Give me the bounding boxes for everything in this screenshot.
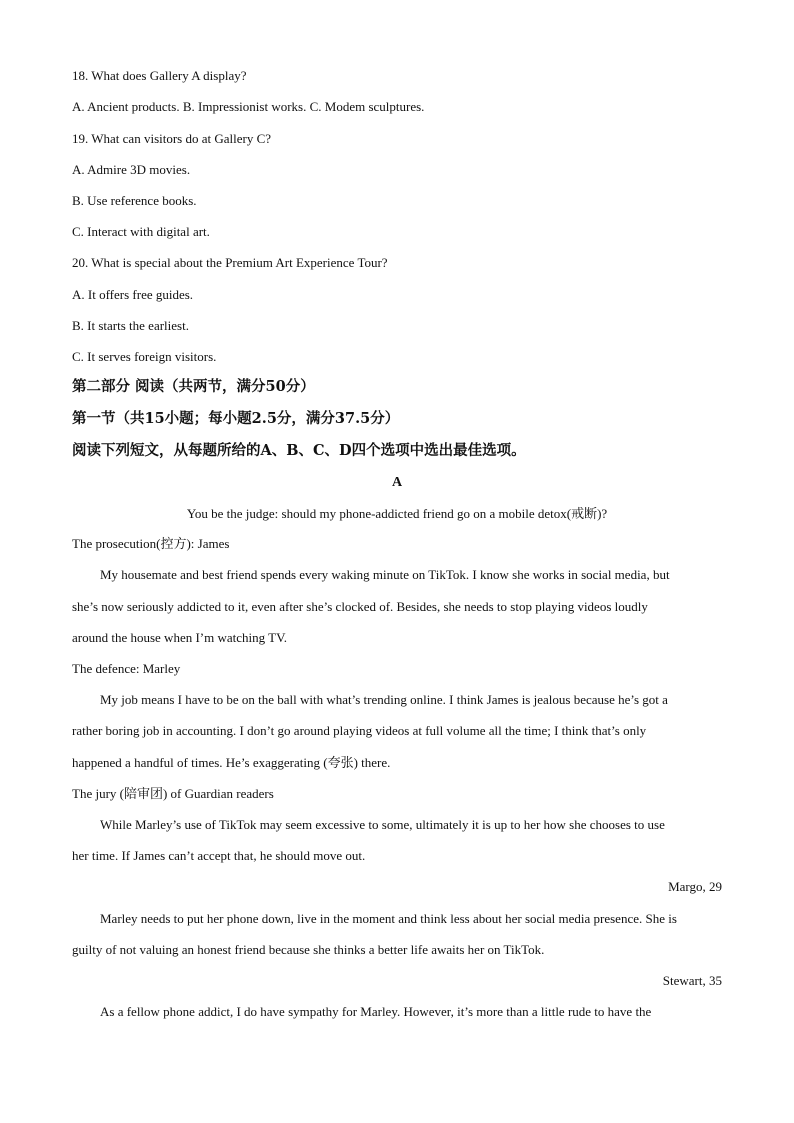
prosecution-line-1: My housemate and best friend spends every waking minute on TikTok. I know she works in social media, but bbox=[100, 567, 670, 582]
prosecution-label: The prosecution(控方): James bbox=[72, 536, 230, 551]
question-20-option-c: C. It serves foreign visitors. bbox=[72, 349, 217, 364]
question-20: 20. What is special about the Premium Art Experience Tour? bbox=[72, 255, 388, 270]
question-19-option-c: C. Interact with digital art. bbox=[72, 224, 210, 239]
defence-line-1: My job means I have to be on the ball with what’s trending online. I think James is jealous because he’s got a bbox=[100, 692, 668, 707]
jury-opinion-1-signature: Margo, 29 bbox=[668, 879, 722, 894]
jury-opinion-2-line-1: Marley needs to put her phone down, live in the moment and think less about her social media presence. She is bbox=[100, 911, 677, 926]
question-19: 19. What can visitors do at Gallery C? bbox=[72, 131, 272, 146]
prosecution-line-3: around the house when I’m watching TV. bbox=[72, 630, 288, 645]
jury-opinion-3-line-1: As a fellow phone addict, I do have sympathy for Marley. However, it’s more than a little rude to have the bbox=[100, 1004, 652, 1019]
section-instruction: 阅读下列短文，从每题所给的A、B、C、D四个选项中选出最佳选项。 bbox=[72, 442, 526, 459]
jury-opinion-1-line-2: her time. If James can’t accept that, he should move out. bbox=[72, 848, 366, 863]
section-part2-heading: 第二部分 阅读（共两节，满分50分） bbox=[72, 378, 315, 395]
question-19-option-a: A. Admire 3D movies. bbox=[72, 162, 191, 177]
defence-line-3: happened a handful of times. He’s exaggerating (夸张) there. bbox=[72, 755, 391, 770]
question-19-option-b: B. Use reference books. bbox=[72, 193, 197, 208]
passage-letter: A bbox=[391, 475, 403, 490]
question-18: 18. What does Gallery A display? bbox=[72, 68, 247, 83]
jury-opinion-1-line-1: While Marley’s use of TikTok may seem excessive to some, ultimately it is up to her how she chooses to use bbox=[100, 817, 665, 832]
question-20-option-b: B. It starts the earliest. bbox=[72, 318, 189, 333]
section-part2-subheading: 第一节（共15小题；每小题2.5分，满分37.5分） bbox=[72, 410, 400, 427]
jury-opinion-2-line-2: guilty of not valuing an honest friend because she thinks a better life awaits her on TikTok. bbox=[72, 942, 545, 957]
jury-opinion-2-signature: Stewart, 35 bbox=[662, 973, 722, 988]
question-20-option-a: A. It offers free guides. bbox=[72, 287, 194, 302]
question-18-options: A. Ancient products. B. Impressionist works. C. Modem sculptures. bbox=[72, 99, 425, 114]
defence-label: The defence: Marley bbox=[72, 661, 181, 676]
passage-title: You be the judge: should my phone-addicted friend go on a mobile detox(戒断)? bbox=[186, 506, 608, 521]
defence-line-2: rather boring job in accounting. I don’t go around playing videos at full volume all the time; I think that’s only bbox=[72, 723, 647, 738]
prosecution-line-2: she’s now seriously addicted to it, even after she’s clocked of. Besides, she needs to stop playing videos loudly bbox=[72, 599, 648, 614]
jury-label: The jury (陪审团) of Guardian readers bbox=[72, 786, 274, 801]
